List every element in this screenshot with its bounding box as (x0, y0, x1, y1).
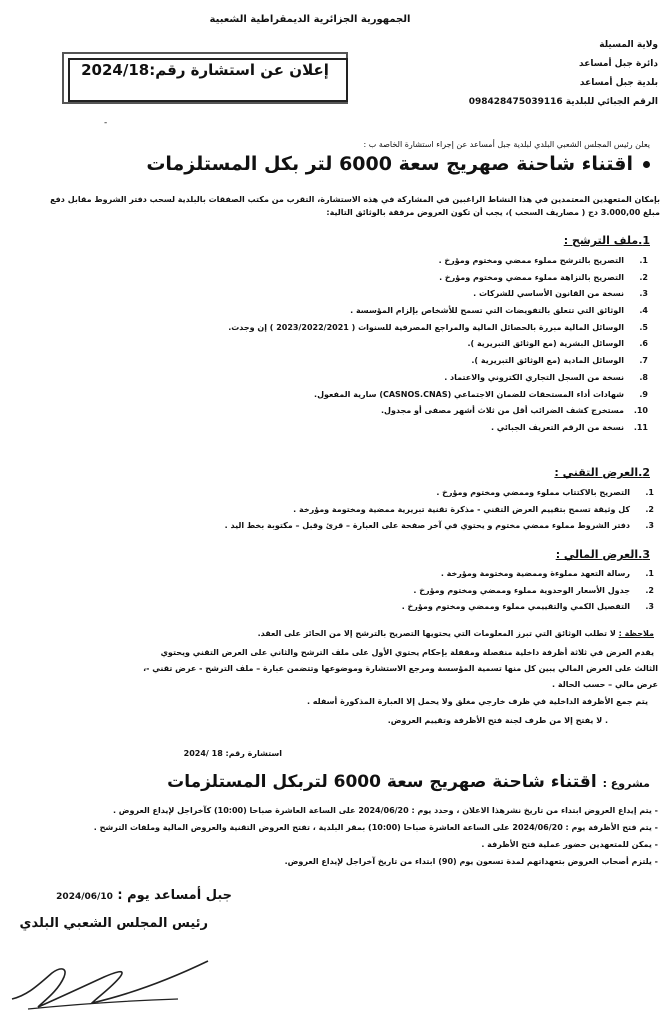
signature-place: جبل أمساعد يوم : (117, 888, 232, 903)
list-item: 3.التفصيل الكمي والتقييمي مملوء وممضي ومختوم ومؤرخ . (401, 602, 654, 612)
final-point: - يمكن للمتعهدين حضور عملية فتح الأظرفة . (481, 840, 658, 849)
list-item: 3.دفتر الشروط مملوء ممضي مختوم و يحتوي في آخر صفحة على العبارة – قرئ وقبل – مكتوبة بخط اليد . (224, 521, 654, 531)
financial-list (54, 569, 654, 619)
list-item: 1.التصريح بالترشح مملوء ممضي ومختوم ومؤرخ . (438, 256, 648, 265)
bullet-icon (643, 161, 650, 168)
consultation-reference: استشارة رقم: 18 /2024 (183, 749, 282, 758)
intro-line: يعلن رئيس المجلس الشعبي البلدي لبلدية جبل أمساعد عن إجراء استشارة الخاصة ب : (363, 140, 650, 149)
instruction-line: يقدم العرض في ثلاثة أظرفة داخلية منفصلة ومقفلة بإحكام يحتوي الأول على ملف الترشح والثاني على العرض التقني ويحتوي (160, 648, 654, 657)
instruction-line: يتم جمع الأظرفة الداخلية في ظرف خارجي مغلق ولا يحمل إلا العبارة المذكورة أسفله . (306, 697, 648, 706)
final-point: - يتم فتح الأظرفة يوم : 2024/06/20 على الساعة العاشرة صباحا (10:00) بمقر البلدية ، تفتح العروض التقنية والعروض المالية وملفات الترشح . (93, 823, 658, 832)
note-line (258, 628, 654, 639)
list-item: 1.رسالة التعهد مملوءة وممضية ومختومة ومؤرخة . (440, 569, 654, 578)
announcement-box (60, 52, 350, 104)
main-title (146, 153, 650, 175)
financial-heading: 3.العرض المالي : (555, 548, 650, 561)
republic-header: الجمهورية الجزائرية الديمقراطية الشعبية (209, 14, 411, 25)
instruction-line: . لا يفتح إلا من طرف لجنة فتح الأظرفة وتقييم العروض. (387, 716, 608, 725)
project-label: مشروع : (602, 777, 650, 790)
project-line (167, 772, 650, 792)
instructions-block (8, 646, 658, 727)
final-point: - يلتزم أصحاب العروض بتعهداتهم لمدة تسعون يوم (90) ابتداء من تاريخ آخراجل لإيداع العروض. (284, 857, 658, 866)
list-item: 9.شهادات أداء المستحقات للضمان الاجتماعي (CASNOS.CNAS) سارية المفعول. (314, 389, 648, 399)
list-item: 1.التصريح بالاكتتاب مملوء وممضي ومختوم ومؤرخ . (436, 488, 654, 497)
list-item: 11.نسخة من الرقم التعريف الجبائي . (490, 422, 648, 432)
list-item: 10.مستخرج كشف الضرائب أقل من ثلاث أشهر مصفى أو مجدول. (380, 406, 648, 416)
signer-title: رئيس المجلس الشعبي البلدي (19, 916, 208, 931)
technical-heading: 2.العرض التقني : (554, 466, 650, 479)
list-item: 3.نسخة من القانون الأساسي للشركات . (473, 289, 648, 299)
list-item: 2.التصريح بالنزاهة مملوء ممضي ومختوم ومؤرخ . (439, 272, 648, 282)
final-point: - يتم إيداع العروض ابتداء من تاريخ نشرهذا الاعلان ، وحدد يوم : 2024/06/20 على الساعة العاشرة صباحا (10:00) كآخراجل لإيداع العروض . (112, 806, 658, 815)
final-points (8, 806, 658, 874)
technical-list (54, 488, 654, 538)
tax-id-line: الرقم الجبائي للبلدية 098428475039116 (468, 97, 658, 107)
paragraph-line: بإمكان المتعهدين المعتمدين في هذا النشاط الراغبين في المشاركة في هذه الاستشارة، التقرب من مكتب الصفقات بالبلدية لسحب دفتر الشروط مقابل دفع (50, 195, 660, 204)
conditions-paragraph (10, 193, 660, 219)
list-item: 2.جدول الأسعار الوحدوية مملوء وممضي ومختوم ومؤرخ . (413, 585, 654, 595)
instruction-line: الثالث على العرض المالي يبين كل منها تسمية المؤسسة ومرجع الاستشارة وموضوعها وتتضمن عبارة – ملف الترشح - عرض تقني -، (143, 664, 658, 673)
paragraph-line: مبلغ 3.000,00 دج ( مصاريف السحب )، يجب أن تكون العروض مرفقة بالوثائق التالية: (326, 208, 660, 217)
note-label: ملاحظة : (618, 629, 654, 638)
daira-line: دائرة جبل أمساعد (579, 59, 658, 69)
list-item: 6.الوسائل البشرية (مع الوثائق التبريرية ). (467, 339, 648, 349)
wilaya-line: ولاية المسيلة (599, 40, 658, 50)
note-text: لا تطلب الوثائق التي تبرز المعلومات التي يحتويها التصريح بالترشح إلا من الحائز على العقد. (257, 629, 616, 638)
announcement-title: إعلان عن استشارة رقم:2024/18 (81, 61, 329, 79)
stray-mark: - (104, 118, 108, 128)
candidature-list (48, 256, 648, 440)
project-title: اقتناء شاحنة صهريج سعة 6000 لتربكل المستلزمات (167, 772, 597, 792)
signature-date-line (56, 888, 232, 903)
list-item: 4.الوثائق التي تتعلق بالتفويضات التي تسمح للأشخاص بإلزام المؤسسة . (350, 306, 648, 316)
handwritten-signature (8, 955, 218, 1015)
instruction-line: عرض مالي – حسب الحالة . (552, 680, 658, 689)
list-item: 7.الوسائل المادية (مع الوثائق التبريرية ). (471, 356, 648, 366)
list-item: 2.كل وثيقة تسمح بتقييم العرض التقني - مذكرة تقنية تبريرية ممضية ومختومة ومؤرخة . (293, 504, 654, 514)
signature-date: 2024/06/10 (56, 892, 113, 902)
list-item: 8.نسخة من السجل التجاري الكتروني والاعتماد . (444, 372, 648, 382)
administration-block (458, 36, 658, 112)
candidature-heading: 1.ملف الترشح : (563, 234, 650, 247)
list-item: 5.الوسائل المالية مبررة بالحصائل المالية والمراجع المصرفية للسنوات ( 2023/2022/2021 ) إن وجدت. (228, 322, 648, 332)
main-title-text: اقتناء شاحنة صهريج سعة 6000 لتر بكل المستلزمات (146, 153, 633, 175)
commune-line: بلدية جبل أمساعد (579, 78, 658, 88)
